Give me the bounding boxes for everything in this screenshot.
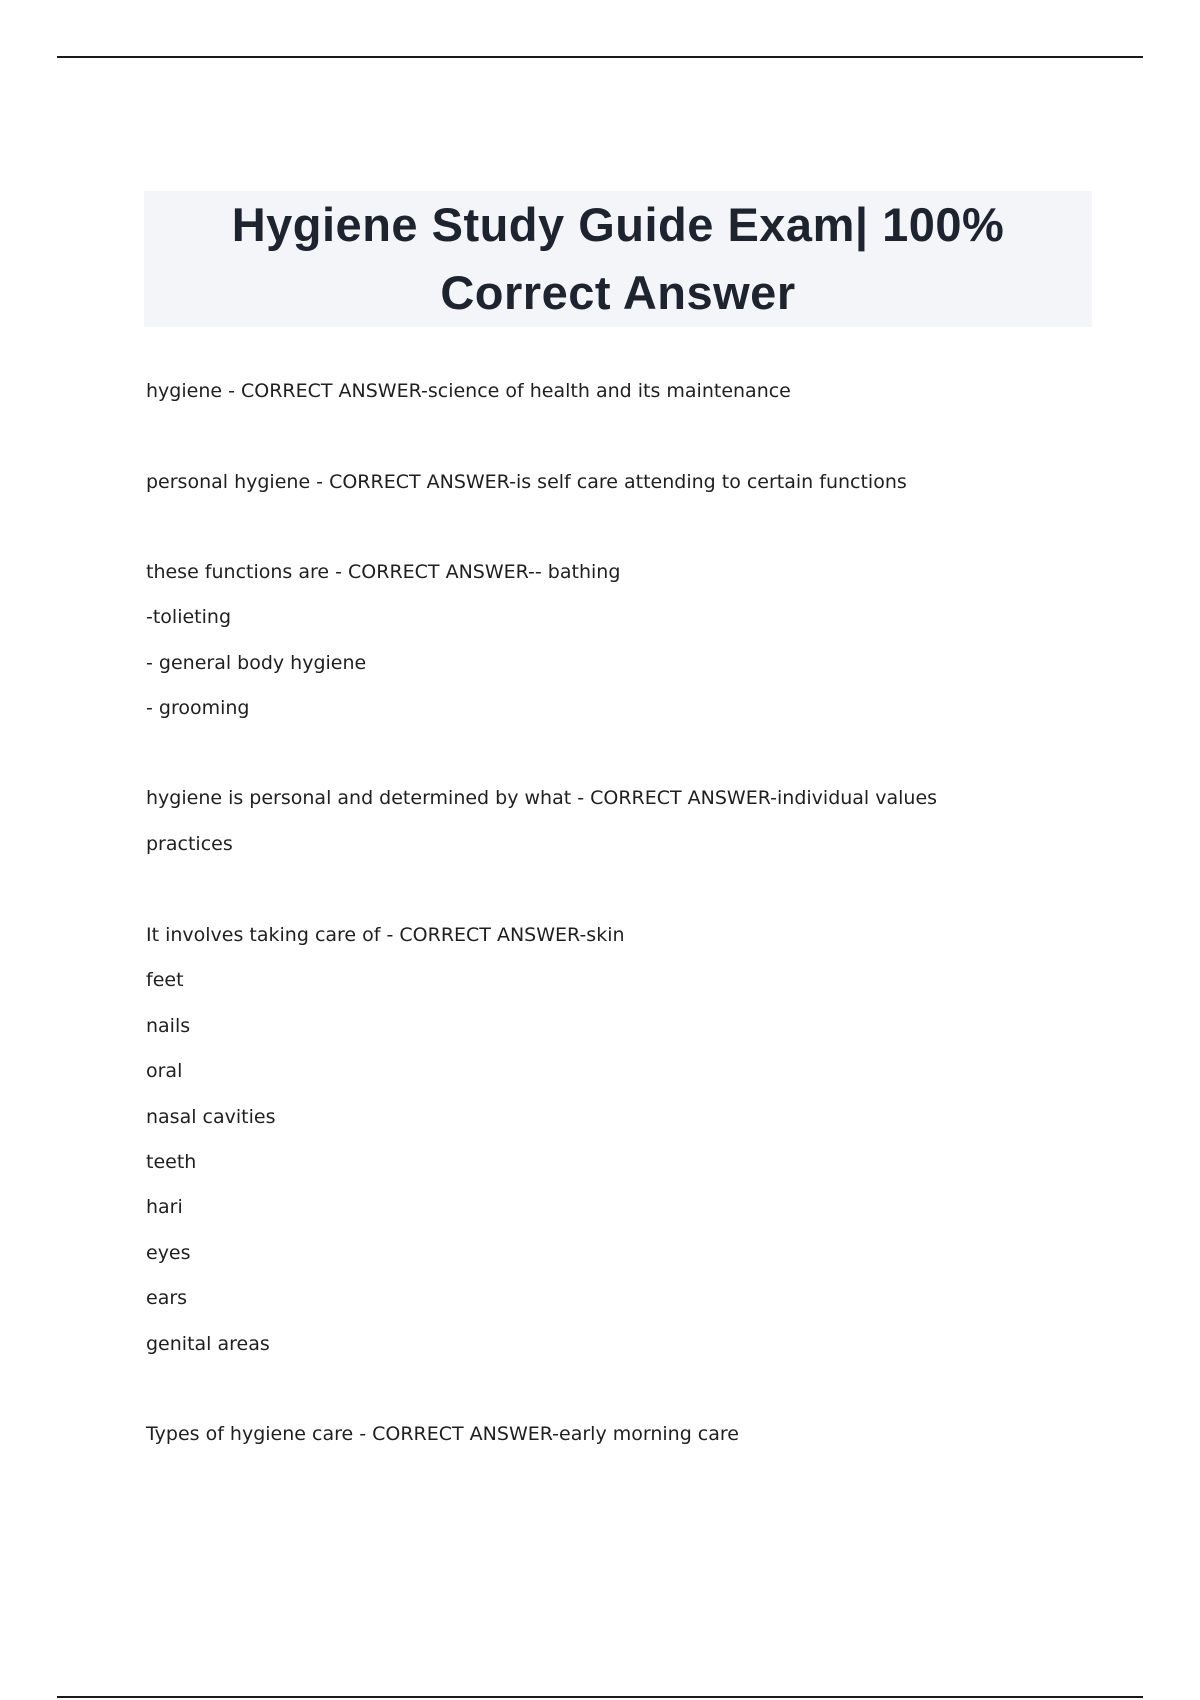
list-item: practices — [146, 833, 233, 855]
qa-line: these functions are - CORRECT ANSWER-- bathing — [146, 561, 621, 583]
list-item: - general body hygiene — [146, 652, 367, 674]
qa-line: Types of hygiene care - CORRECT ANSWER-early morning care — [146, 1423, 739, 1445]
header-rule — [57, 56, 1143, 58]
qa-line: It involves taking care of - CORRECT ANSWER-skin — [146, 924, 625, 946]
list-item: - grooming — [146, 697, 250, 719]
list-item: eyes — [146, 1242, 191, 1264]
list-item: hari — [146, 1196, 183, 1218]
title-banner — [144, 191, 1092, 327]
list-item: oral — [146, 1060, 183, 1082]
list-item: feet — [146, 969, 184, 991]
list-item: ears — [146, 1287, 188, 1309]
qa-line: hygiene - CORRECT ANSWER-science of health and its maintenance — [146, 380, 791, 402]
title-line-1: Hygiene Study Guide Exam| 100% — [231, 198, 1005, 251]
list-item: teeth — [146, 1151, 197, 1173]
list-item: -tolieting — [146, 606, 232, 628]
title-line-2: Correct Answer — [440, 266, 796, 319]
qa-line: personal hygiene - CORRECT ANSWER-is self care attending to certain functions — [146, 471, 907, 493]
qa-line: hygiene is personal and determined by what - CORRECT ANSWER-individual values — [146, 787, 938, 809]
list-item: genital areas — [146, 1333, 270, 1355]
list-item: nails — [146, 1015, 191, 1037]
document-title — [232, 191, 1005, 327]
list-item: nasal cavities — [146, 1106, 276, 1128]
footer-rule — [57, 1696, 1143, 1698]
